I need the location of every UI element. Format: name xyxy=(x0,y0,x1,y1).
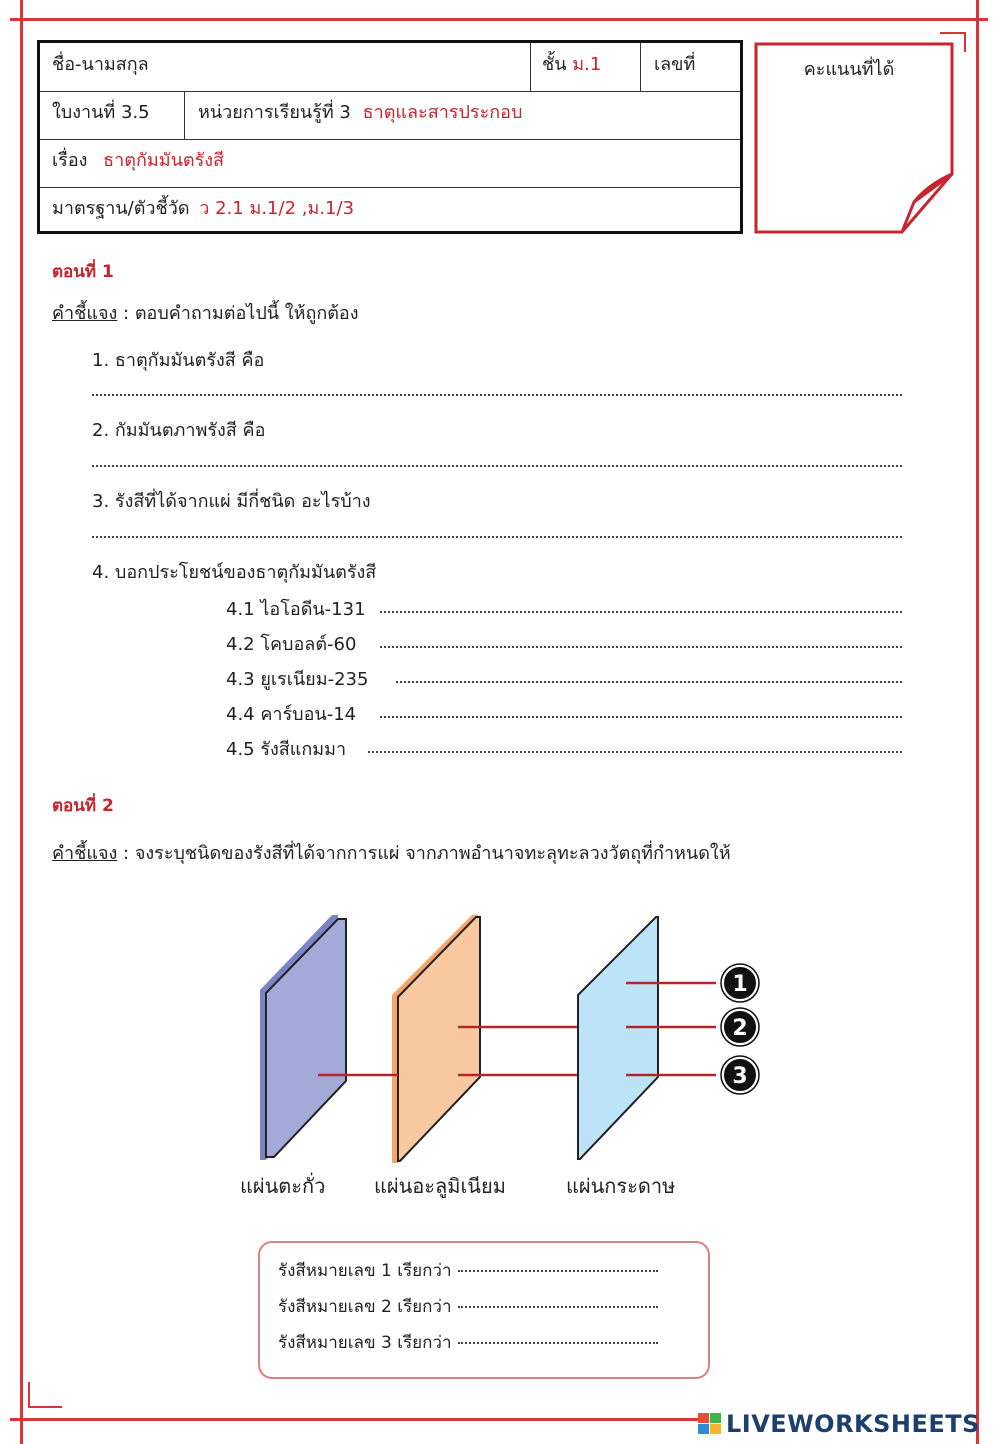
answer-line-1[interactable] xyxy=(92,394,902,396)
answer-line-2[interactable] xyxy=(92,465,902,467)
sub-item-4-1: 4.1 ไอโอดีน-131 xyxy=(226,599,366,620)
aluminium-plate-face xyxy=(398,917,480,1161)
header-row-topic xyxy=(40,139,740,188)
part1-instruction-text: : ตอบคำถามต่อไปนี้ ให้ถูกต้อง xyxy=(123,303,359,324)
header-divider xyxy=(184,91,185,139)
standard-label: มาตรฐาน/ตัวชี้วัด xyxy=(52,198,190,219)
frame-left-line xyxy=(20,0,23,1444)
unit-label: หน่วยการเรียนรู้ที่ 3 xyxy=(198,102,351,123)
paper-plate xyxy=(578,917,658,1159)
sub-item-4-5: 4.5 รังสีแกมมา xyxy=(226,739,347,760)
part2-instruction-text: : จงระบุชนิดของรังสีที่ได้จากการแผ่ จากภาพอำนาจทะลุทะลวงวัตถุที่กำหนดให้ xyxy=(123,843,731,864)
marker-2 xyxy=(721,1008,759,1046)
answer-line-4-3[interactable] xyxy=(396,681,902,683)
part2-title: ตอนที่ 2 xyxy=(52,796,114,816)
header-row-standard xyxy=(40,187,740,231)
penetration-diagram xyxy=(240,905,770,1175)
answer-box xyxy=(258,1241,710,1379)
paper-plate-label: แผ่นกระดาษ xyxy=(566,1174,676,1198)
aluminium-plate-label: แผ่นอะลูมิเนียม xyxy=(374,1174,506,1198)
answer-line-4-5[interactable] xyxy=(368,751,902,753)
lead-plate-face xyxy=(266,919,346,1157)
marker-3-label: 3 xyxy=(732,1064,748,1089)
answer-row-1[interactable] xyxy=(278,1257,658,1284)
marker-3 xyxy=(721,1056,759,1094)
name-label: ชื่อ-นามสกุล xyxy=(52,54,149,75)
header-row-unit xyxy=(40,91,740,140)
frame-bottom-corner-b xyxy=(28,1406,62,1408)
answer-line-4-2[interactable] xyxy=(380,646,902,648)
score-label: คะแนนที่ได้ xyxy=(803,59,895,80)
answer-blank-3[interactable] xyxy=(458,1342,658,1344)
unit-value: ธาตุและสารประกอบ xyxy=(362,102,523,123)
answer-label-3: รังสีหมายเลข 3 เรียกว่า xyxy=(278,1333,452,1353)
standard-field xyxy=(52,187,354,231)
marker-1-label: 1 xyxy=(732,972,748,997)
answer-blank-2[interactable] xyxy=(458,1306,658,1308)
number-label: เลขที่ xyxy=(654,54,696,75)
sub-item-4-4: 4.4 คาร์บอน-14 xyxy=(226,704,357,725)
frame-bottom-corner-a xyxy=(28,1382,30,1408)
standard-value: ว 2.1 ม.1/2 ,ม.1/3 xyxy=(199,198,355,219)
answer-blank-1[interactable] xyxy=(458,1270,658,1272)
answer-line-4-4[interactable] xyxy=(380,716,902,718)
frame-top-line xyxy=(10,18,988,21)
worksheet-label: ใบงานที่ 3.5 xyxy=(52,102,150,123)
unit-field xyxy=(198,91,522,139)
header-divider xyxy=(640,43,641,91)
frame-bottom-line xyxy=(10,1418,700,1421)
question-2: 2. กัมมันตภาพรังสี คือ xyxy=(92,420,266,441)
header-row-name xyxy=(40,43,740,92)
class-label: ชั้น xyxy=(542,54,567,75)
liveworksheets-brand[interactable]: LIVEWORKSHEETS xyxy=(726,1410,980,1438)
class-field[interactable] xyxy=(542,43,601,91)
part1-instruction-label: คำชี้แจง xyxy=(52,303,118,324)
sub-item-4-2: 4.2 โคบอลต์-60 xyxy=(226,634,357,655)
part1-instruction xyxy=(52,298,359,327)
answer-line-4-1[interactable] xyxy=(380,611,902,613)
liveworksheets-logo-icon xyxy=(698,1413,722,1435)
marker-2-label: 2 xyxy=(732,1016,748,1041)
header-divider xyxy=(530,43,531,91)
answer-label-2: รังสีหมายเลข 2 เรียกว่า xyxy=(278,1297,452,1317)
part2-instruction xyxy=(52,838,731,867)
answer-label-1: รังสีหมายเลข 1 เรียกว่า xyxy=(278,1261,452,1281)
number-field[interactable] xyxy=(654,43,695,91)
header-table xyxy=(37,40,743,234)
topic-label: เรื่อง xyxy=(52,150,88,171)
answer-row-2[interactable] xyxy=(278,1293,658,1320)
answer-row-3[interactable] xyxy=(278,1329,658,1356)
score-box[interactable] xyxy=(754,42,956,234)
marker-1 xyxy=(721,964,759,1002)
frame-top-corner-a xyxy=(940,32,966,34)
question-1: 1. ธาตุกัมมันตรังสี คือ xyxy=(92,350,265,371)
question-4: 4. บอกประโยชน์ของธาตุกัมมันตรังสี xyxy=(92,562,377,583)
class-value: ม.1 xyxy=(572,54,602,75)
answer-line-3[interactable] xyxy=(92,536,902,538)
topic-value: ธาตุกัมมันตรังสี xyxy=(103,150,225,171)
question-3: 3. รังสีที่ได้จากแผ่ มีกี่ชนิด อะไรบ้าง xyxy=(92,491,371,512)
topic-field xyxy=(52,139,224,187)
part2-instruction-label: คำชี้แจง xyxy=(52,843,118,864)
frame-right-line xyxy=(976,0,979,1444)
lead-plate-label: แผ่นตะกั่ว xyxy=(240,1174,326,1198)
part1-title: ตอนที่ 1 xyxy=(52,262,114,282)
frame-top-corner-b xyxy=(964,32,966,52)
sub-item-4-3: 4.3 ยูเรเนียม-235 xyxy=(226,669,369,690)
